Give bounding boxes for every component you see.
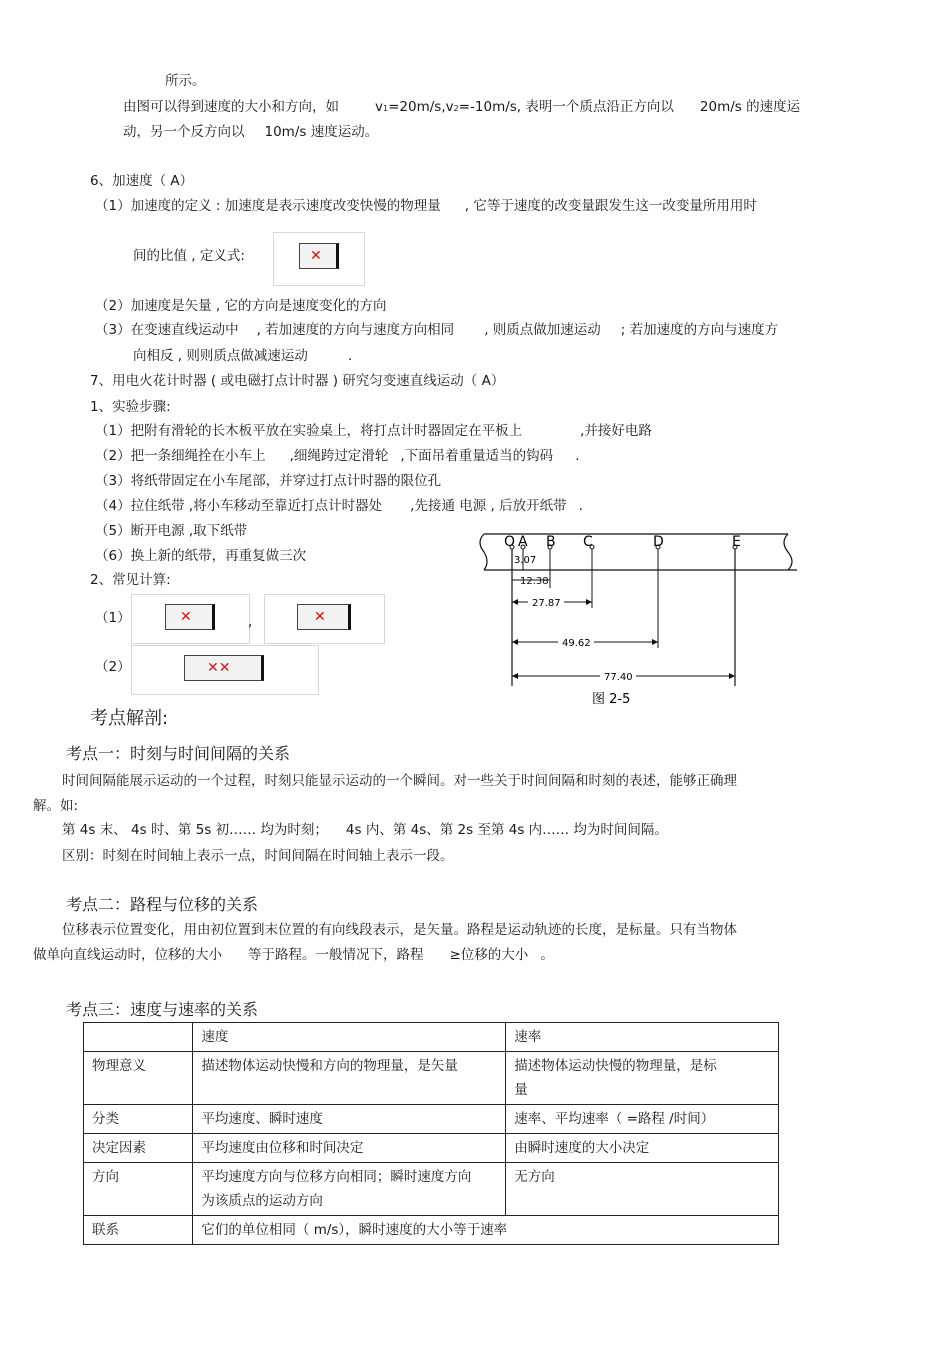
point-label-e: E	[732, 534, 741, 550]
k2-title: 考点二：路程与位移的关系	[66, 895, 259, 914]
steps-title: 1、实验步骤:	[90, 399, 171, 415]
step-5: （5）断开电源 ,取下纸带	[95, 523, 248, 539]
v2-value: =-10m/s,	[458, 99, 522, 115]
acc-item-3-text: , 若加速度的方向与速度方向相同	[256, 322, 455, 338]
point-label-a: A	[518, 534, 528, 550]
table-cell: 方向	[84, 1163, 193, 1216]
formula-placeholder-icon: ✕	[165, 604, 215, 630]
table-header-cell: 速率	[506, 1023, 779, 1052]
intro-text: 由图可以得到速度的大小和方向，如	[123, 99, 339, 115]
intro-text: 10m/s 速度运动。	[264, 124, 379, 140]
step-text: ,细绳跨过定滑轮	[289, 448, 389, 464]
step-text: .	[578, 498, 583, 514]
table-cell-text: 描述物体运动快慢和方向的物理量，是矢量	[201, 1058, 458, 1074]
k1-examples-moment: 第 4s 末、 4s 时、第 5s 初…… 均为时刻；	[62, 822, 328, 838]
formula-placeholder-icon: ✕	[299, 243, 339, 269]
table-cell	[506, 1052, 779, 1105]
measure-oa: 3.07	[514, 555, 537, 566]
step-text: （4）拉住纸带 ,将小车移动至靠近打点计时器处	[95, 498, 383, 514]
step-text: ,先接通 电源 , 后放开纸带	[410, 498, 567, 514]
acc-def-text: , 它等于速度的改变量跟发生这一改变量所用用时	[464, 198, 757, 214]
step-text: .	[575, 448, 580, 464]
measure-oc: 27.87	[532, 598, 561, 609]
velocity-speed-table	[83, 1022, 779, 1245]
table-cell: 平均速度由位移和时间决定	[193, 1134, 506, 1163]
table-cell: 联系	[84, 1216, 193, 1245]
v1-subscript: 1	[383, 104, 389, 113]
acc-item-3-text: （3）在变速直线运动中	[95, 322, 239, 338]
k2-text: 。	[540, 947, 554, 963]
step-text: ,下面吊着重量适当的钩码	[400, 448, 554, 464]
acc-item-3-text: .	[347, 348, 353, 364]
table-cell: 它们的单位相同（ m/s），瞬时速度的大小等于速率	[193, 1216, 779, 1245]
tape-left-break	[480, 534, 487, 570]
acc-item-3-cont	[133, 346, 352, 366]
acc-item-2: （2）加速度是矢量 , 它的方向是速度变化的方向	[95, 298, 387, 314]
v2-subscript: 2	[453, 104, 459, 113]
k1-paragraph-cont: 解。如:	[33, 798, 79, 814]
table-cell: 平均速度、瞬时速度	[193, 1105, 506, 1134]
formula-placeholder-icon: ✕	[297, 604, 351, 630]
step-text: ,并接好电路	[580, 423, 652, 439]
step-1	[95, 421, 652, 441]
table-header-cell	[84, 1023, 193, 1052]
table-cell-text: 平均速度方向与位移方向相同；瞬时速度方向为该质点的运动方向	[201, 1169, 472, 1209]
measure-od: 49.62	[562, 638, 591, 649]
acc-item-3-text: ; 若加速度的方向与速度方	[620, 322, 779, 338]
acc-definition	[95, 196, 757, 216]
k3-title: 考点三：速度与速率的关系	[66, 1000, 259, 1019]
k1-paragraph: 时间间隔能展示运动的一个过程，时刻只能显示运动的一个瞬间。对一些关于时间间隔和时刻的表述，能够正确理	[62, 773, 737, 789]
table-cell: 决定因素	[84, 1134, 193, 1163]
k2-paragraph: 位移表示位置变化，用由初位置到末位置的有向线段表示，是矢量。路程是运动轨迹的长度，是标量。只有当物体	[62, 922, 737, 938]
point-label-o: O	[504, 534, 516, 550]
table-row	[84, 1134, 779, 1163]
v1-value: =20m/s,v	[388, 99, 454, 115]
calc-1-formula-a	[131, 594, 253, 644]
step-2	[95, 446, 579, 466]
table-cell	[193, 1052, 506, 1105]
calc-1-formula-b	[264, 594, 385, 644]
intro-text: 动，另一个反方向以	[123, 124, 245, 140]
intro-line	[123, 122, 378, 142]
section-7-title: 7、用电火花计时器 ( 或电磁打点计时器 ) 研究匀变速直线运动（ A）	[90, 373, 505, 389]
ticker-tape-figure	[470, 526, 810, 711]
table-cell: 由瞬时速度的大小决定	[506, 1134, 779, 1163]
point-label-d: D	[653, 534, 664, 550]
acc-item-3	[95, 320, 778, 340]
table-row	[84, 1105, 779, 1134]
table-row	[84, 1163, 779, 1216]
calc-2-formula	[131, 645, 319, 695]
table-cell	[193, 1163, 506, 1216]
table-row	[84, 1052, 779, 1105]
step-6: （6）换上新的纸带，再重复做三次	[95, 548, 307, 564]
k2-text: 做单向直线运动时，位移的大小	[33, 947, 222, 963]
analysis-title: 考点解剖:	[90, 708, 169, 729]
formula-placeholder-icon: ✕✕	[184, 655, 264, 681]
calc-2-label: （2）	[95, 659, 131, 675]
figure-caption: 图 2-5	[592, 692, 631, 707]
table-cell: 物理意义	[84, 1052, 193, 1105]
acc-def-text: （1）加速度的定义 : 加速度是表示速度改变快慢的物理量	[95, 198, 441, 214]
table-header-row	[84, 1023, 779, 1052]
table-cell: 无方向	[506, 1163, 779, 1216]
intro-text: 表明一个质点沿正方向以	[525, 99, 674, 115]
point-label-b: B	[546, 534, 556, 550]
intro-line: 所示。	[165, 73, 206, 89]
k1-examples-interval: 4s 内、第 4s、第 2s 至第 4s 内…… 均为时间间隔。	[345, 822, 668, 838]
step-text: （2）把一条细绳拴在小车上	[95, 448, 266, 464]
step-text: （1）把附有滑轮的长木板平放在实验桌上，将打点计时器固定在平板上	[95, 423, 523, 439]
measure-oe: 77.40	[604, 672, 633, 683]
k1-difference: 区别：时刻在时间轴上表示一点，时间间隔在时间轴上表示一段。	[62, 848, 454, 864]
k1-title: 考点一：时刻与时间间隔的关系	[66, 744, 291, 763]
k2-paragraph-cont	[33, 945, 554, 965]
acceleration-formula-image	[273, 232, 365, 286]
acc-item-3-text: , 则质点做加速运动	[484, 322, 601, 338]
step-4	[95, 496, 583, 516]
measure-ob: 12.38	[520, 576, 549, 587]
table-cell: 分类	[84, 1105, 193, 1134]
table-row	[84, 1216, 779, 1245]
calc-separator: ,	[248, 614, 253, 630]
table-cell-text: 描述物体运动快慢的物理量，是标量	[514, 1058, 717, 1098]
table-header-cell: 速度	[193, 1023, 506, 1052]
intro-text: 20m/s 的速度运	[699, 99, 801, 115]
acc-item-3-text: 向相反 , 则则质点做减速运动	[133, 348, 308, 364]
v1-symbol: v	[375, 99, 383, 115]
section-6-title: 6、加速度（ A）	[90, 173, 194, 189]
point-label-c: C	[583, 534, 593, 550]
k2-text: ≥位移的大小	[449, 947, 529, 963]
tape-right-break	[784, 534, 792, 570]
calc-title: 2、常见计算:	[90, 572, 171, 588]
acc-def-formula-label: 间的比值 , 定义式:	[133, 248, 245, 264]
step-3: （3）将纸带固定在小车尾部，并穿过打点计时器的限位孔	[95, 473, 442, 489]
calc-1-label: （1）	[95, 610, 131, 626]
intro-line	[123, 97, 800, 119]
table-cell: 速率、平均速率（ =路程 /时间）	[506, 1105, 779, 1134]
k2-text: 等于路程。一般情况下，路程	[248, 947, 424, 963]
k1-examples	[62, 820, 668, 840]
